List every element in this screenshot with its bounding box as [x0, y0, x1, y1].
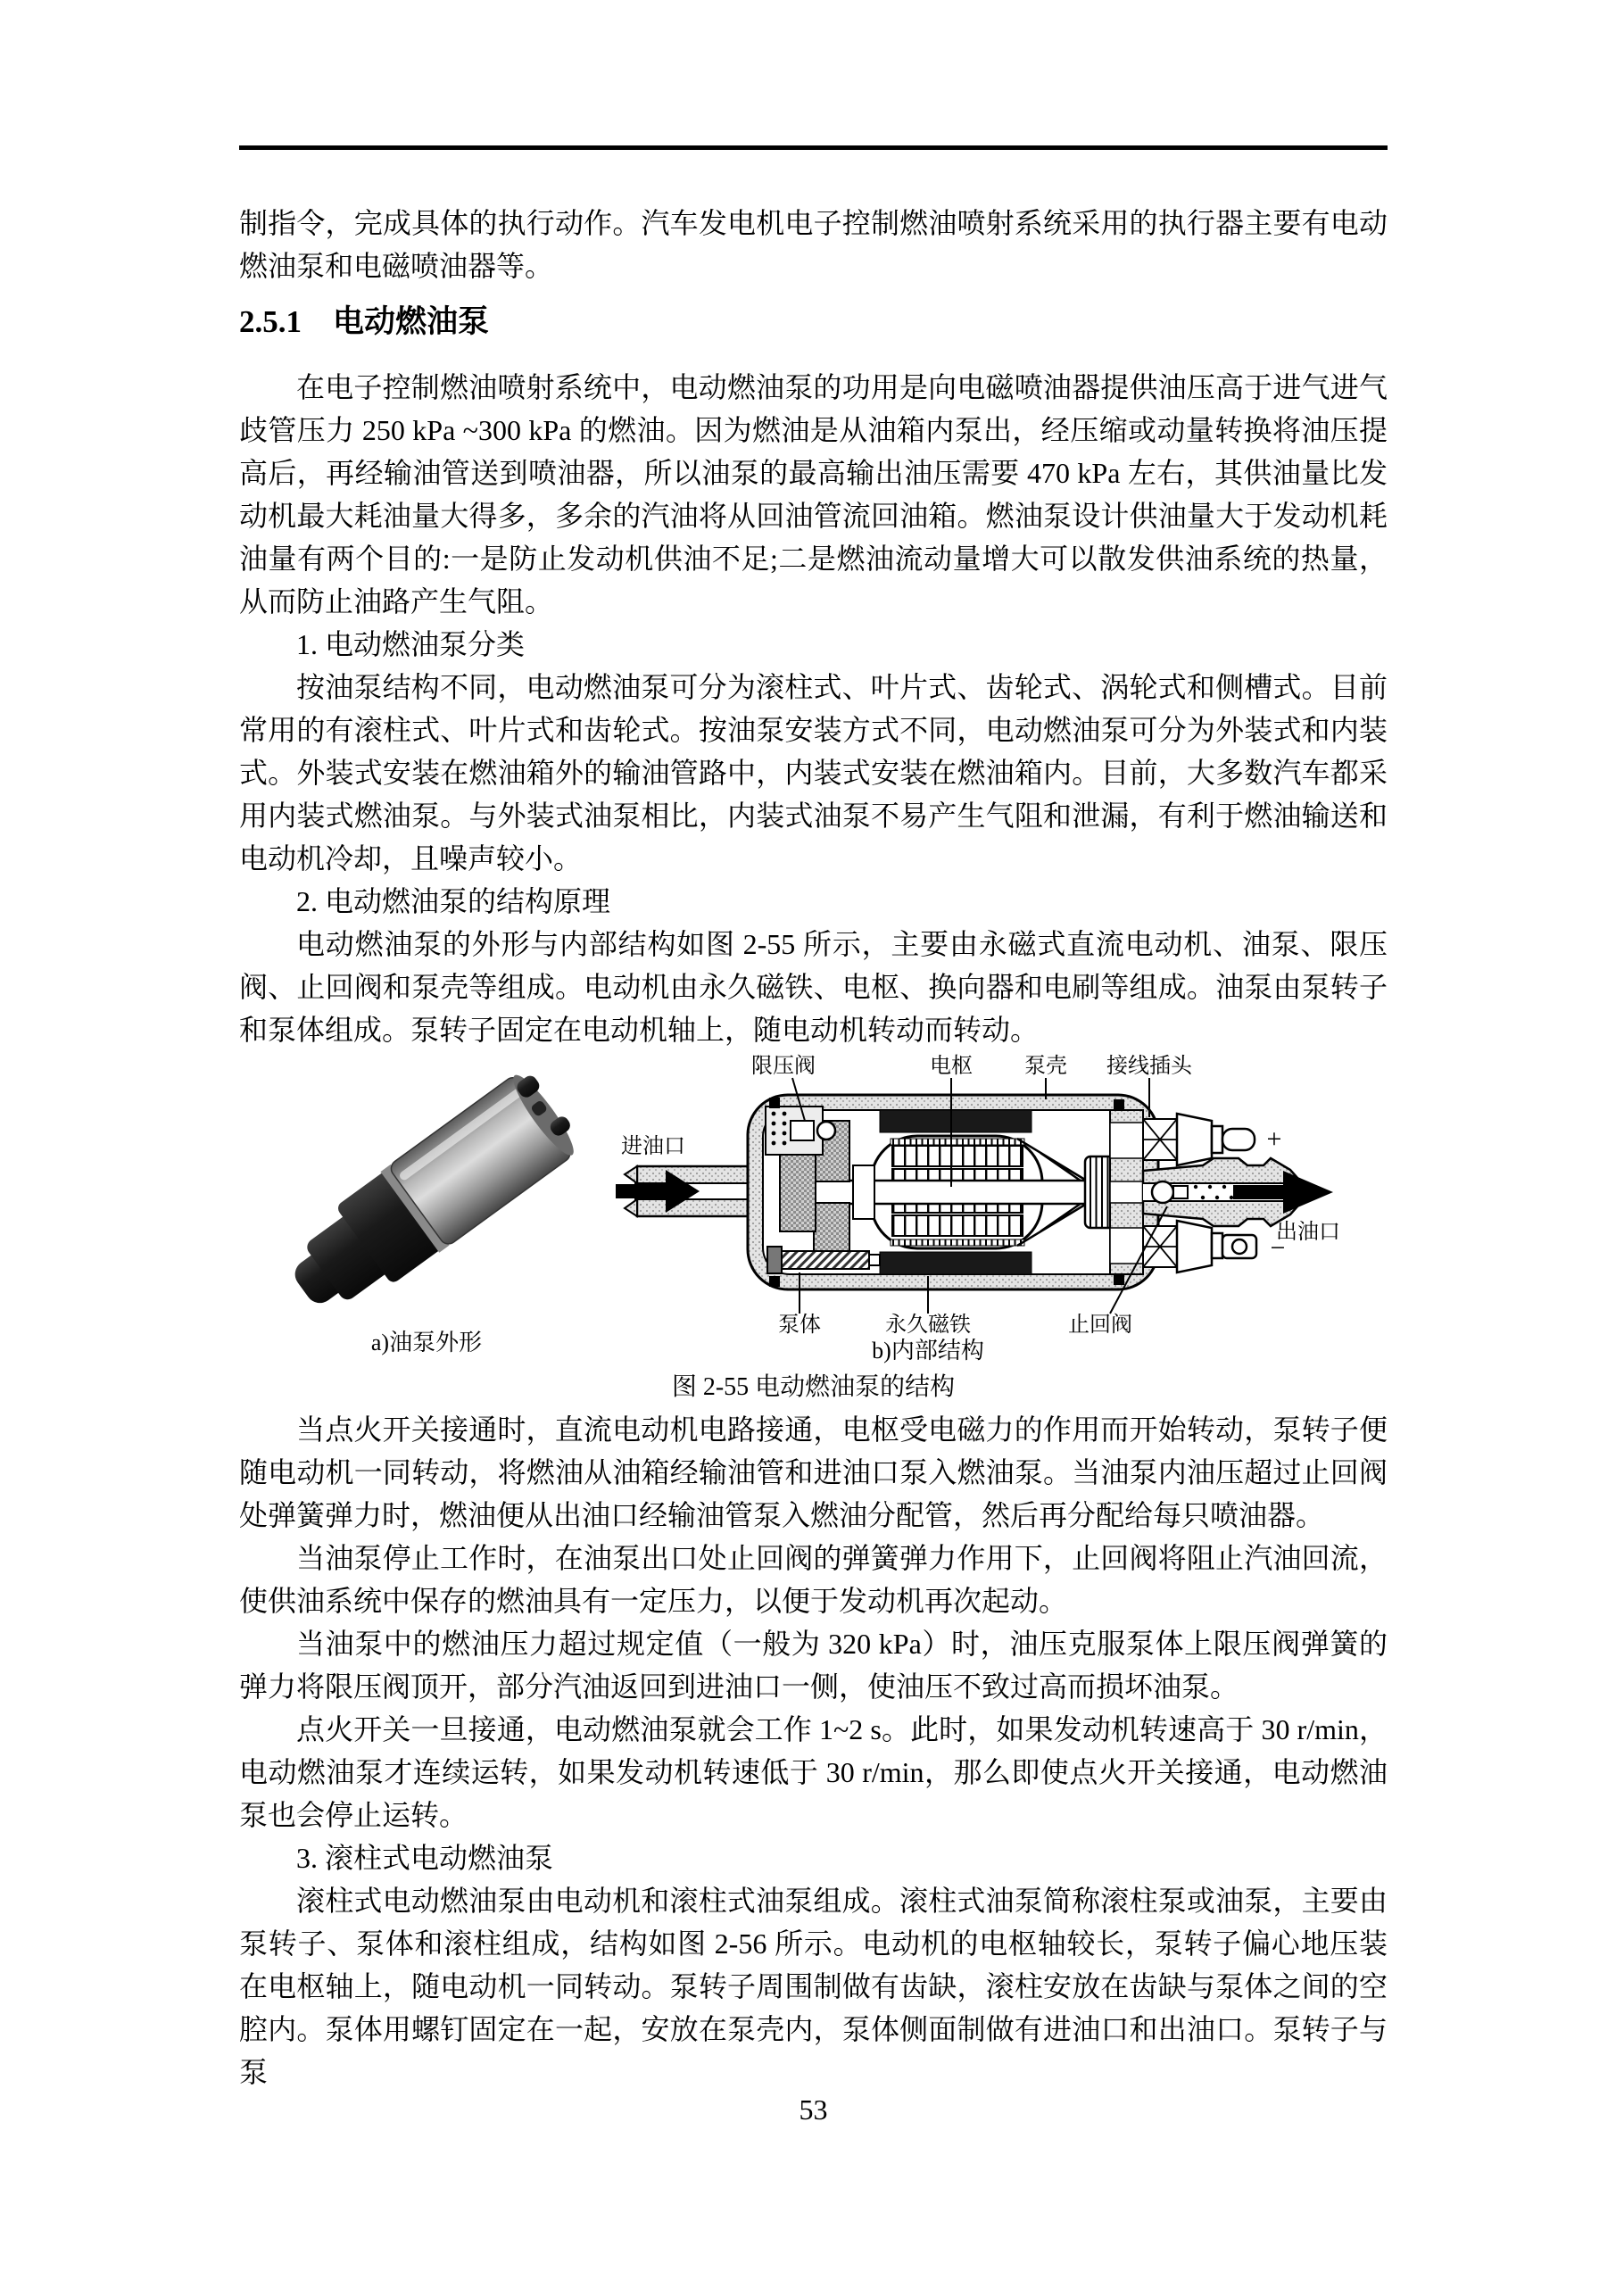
label-terminal-plug: 接线插头	[1106, 1055, 1192, 1078]
diagram-sublabel: b)内部结构	[872, 1338, 984, 1364]
label-check-valve: 止回阀	[1068, 1314, 1132, 1337]
shaft-hub	[853, 1165, 874, 1219]
pump-cross-section-diagram	[614, 1053, 1399, 1367]
label-armature: 电枢	[930, 1055, 973, 1078]
fuel-pump-photo	[264, 1065, 585, 1333]
page-number: 53	[799, 2093, 828, 2126]
paragraph-overview: 在电子控制燃油喷射系统中，电动燃油泵的功用是向电磁喷油器提供油压高于进气进气歧管压力 250 kPa ~300 kPa 的燃油。因为燃油是从油箱内泵出，经压缩或动量转换将油压提高后，再经输油管送到喷油器，所以油泵的最高输出油压需要 470 kPa 左右，其供油量比发动机最大耗油量大得多，多余的汽油将从回油管流回油箱。燃油泵设计供油量大于发动机耗油量有两个目的:一是防止发动机供油不足;二是燃油流动量增大可以散发供油系统的热量，从而防止油路产生气阻。	[239, 371, 1388, 618]
label-inlet: 进油口	[621, 1135, 685, 1158]
figure-2-55	[239, 1057, 1388, 1367]
label-plus-terminal: +	[1266, 1124, 1282, 1154]
paragraph-roller-pump: 滚柱式电动燃油泵由电动机和滚柱式油泵组成。滚柱式油泵简称滚柱泵或油泵，主要由泵转子、泵体和滚柱组成，结构如图 2-56 所示。电动机的电枢轴较长，泵转子偏心地压装在电枢轴上，随电动机一同转动。泵转子周围制做有齿缺，滚柱安放在齿缺与泵体之间的空腔内。泵体用螺钉固定在一起，安放在泵壳内，泵体侧面制做有进油口和出油口。泵转子与泵	[239, 1885, 1388, 2088]
paragraph-overpressure: 当油泵中的燃油压力超过规定值（一般为 320 kPa）时，油压克服泵体上限压阀弹簧的弹力将限压阀顶开，部分汽油返回到进油口一侧，使油压不致过高而损坏油泵。	[239, 1628, 1388, 1703]
pump-cylinder	[274, 1065, 585, 1330]
subheading-item1: 1. 电动燃油泵分类	[296, 628, 526, 660]
subheading-item3: 3. 滚柱式电动燃油泵	[296, 1842, 554, 1874]
figure-caption: 图 2-55 电动燃油泵的结构	[671, 1373, 956, 1401]
pump-body-screw	[767, 1247, 880, 1273]
paragraph-structure: 电动燃油泵的外形与内部结构如图 2-55 所示，主要由永磁式直流电动机、油泵、限压阀、止回阀和泵壳等组成。电动机由永久磁铁、电枢、换向器和电刷等组成。油泵由泵转子和泵体组成。泵转子固定在电动机轴上，随电动机转动而转动。	[239, 928, 1388, 1046]
photo-sublabel: a)油泵外形	[370, 1330, 483, 1355]
permanent-magnet-bottom	[880, 1252, 1032, 1274]
paragraph-operation: 当点火开关接通时，直流电动机电路接通，电枢受电磁力的作用而开始转动，泵转子便随电动机一同转动，将燃油从油箱经输油管和进油口泵入燃油泵。当油泵内油压超过止回阀处弹簧弹力时，燃油便从出油口经输油管泵入燃油分配管，然后再分配给每只喷油器。	[239, 1413, 1388, 1531]
paragraph-classification: 按油泵结构不同，电动燃油泵可分为滚柱式、叶片式、齿轮式、涡轮式和侧槽式。目前常用的有滚柱式、叶片式和齿轮式。按油泵安装方式不同，电动燃油泵可分为外装式和内装式。外装式安装在燃油箱外的输油管路中，内装式安装在燃油箱内。目前，大多数汽车都采用内装式燃油泵。与外装式油泵相比，内装式油泵不易产生气阻和泄漏，有利于燃油输送和电动机冷却，且噪声较小。	[239, 671, 1388, 874]
label-outlet: 出油口	[1276, 1221, 1340, 1244]
paragraph-intro-continuation: 制指令，完成具体的执行动作。汽车发电机电子控制燃油喷射系统采用的执行器主要有电动燃油泵和电磁喷油器等。	[239, 207, 1388, 282]
label-minus-terminal: −	[1270, 1233, 1286, 1263]
permanent-magnet-top	[880, 1110, 1032, 1132]
end-cap	[1110, 1099, 1143, 1285]
label-relief-valve: 限压阀	[751, 1055, 816, 1078]
paragraph-ignition: 点火开关一旦接通，电动燃油泵就会工作 1~2 s。此时，如果发动机转速高于 30 r/min，电动燃油泵才连续运转，如果发动机转速低于 30 r/min，那么即使点火开关接通，电动燃油泵也会停止运转。	[239, 1713, 1388, 1831]
section-heading-2-5-1: 2.5.1 电动燃油泵	[239, 304, 490, 339]
paragraph-stop: 当油泵停止工作时，在油泵出口处止回阀的弹簧弹力作用下，止回阀将阻止汽油回流，使供油系统中保存的燃油具有一定压力，以便于发动机再次起动。	[239, 1542, 1388, 1617]
brush-holder-top	[1143, 1119, 1177, 1160]
motor-shaft	[798, 1181, 1089, 1204]
terminal-plug-negative	[1177, 1221, 1256, 1272]
label-pump-housing: 泵壳	[1024, 1055, 1067, 1078]
subheading-item2: 2. 电动燃油泵的结构原理	[296, 885, 611, 917]
label-permanent-magnet: 永久磁铁	[885, 1314, 971, 1337]
brush-holder-bottom	[1143, 1226, 1177, 1267]
label-pump-body: 泵体	[778, 1314, 821, 1337]
text-column	[239, 202, 1388, 2093]
header-rule	[239, 145, 1388, 150]
